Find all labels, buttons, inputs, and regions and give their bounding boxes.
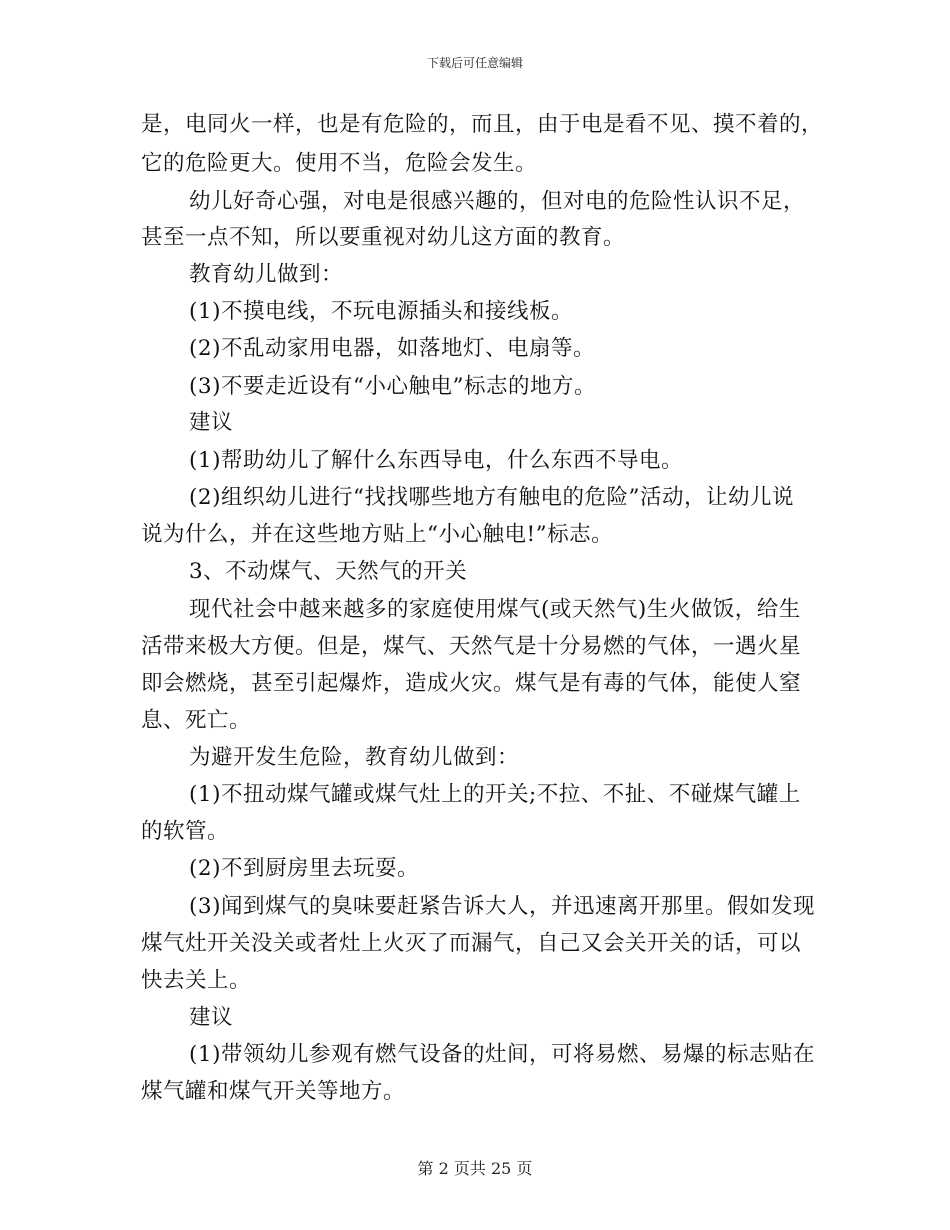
page-footer: 第 2 页共 25 页	[417, 1159, 533, 1178]
list-item: (1)帮助幼儿了解什么东西导电，什么东西不导电。	[189, 448, 683, 473]
body-line: 息、死亡。	[141, 708, 252, 733]
body-line: 快去关上。	[141, 968, 252, 993]
body-line: 煤气罐和煤气开关等地方。	[141, 1079, 406, 1104]
body-line: 为避开发生危险，教育幼儿做到：	[189, 745, 520, 770]
body-line: 煤气灶开关没关或者灶上火灭了而漏气，自己又会关开关的话，可以	[141, 931, 802, 956]
body-line: 即会燃烧，甚至引起爆炸，造成火灾。煤气是有毒的气体，能使人窒	[141, 671, 802, 696]
section-heading: 建议	[189, 410, 234, 435]
list-item: (2)不到厨房里去玩耍。	[189, 856, 419, 881]
body-line: 说为什么，并在这些地方贴上“小心触电!”标志。	[141, 522, 614, 547]
list-item: (1)带领幼儿参观有燃气设备的灶间，可将易燃、易爆的标志贴在	[189, 1042, 815, 1067]
body-line: 教育幼儿做到：	[189, 262, 344, 287]
body-line: 的软管。	[141, 819, 230, 844]
list-item: (2)组织幼儿进行“找找哪些地方有触电的危险”活动，让幼儿说	[189, 485, 794, 510]
body-line: 现代社会中越来越多的家庭使用煤气(或天然气)生火做饭，给生	[189, 597, 801, 622]
body-line: 它的危险更大。使用不当，危险会发生。	[141, 151, 538, 176]
page-header: 下载后可任意编辑	[426, 56, 523, 70]
list-item: (1)不摸电线，不玩电源插头和接线板。	[189, 299, 573, 324]
list-item: (3)不要走近设有“小心触电”标志的地方。	[189, 374, 596, 399]
body-line: 幼儿好奇心强，对电是很感兴趣的，但对电的危险性认识不足，	[189, 189, 806, 214]
list-item: (2)不乱动家用电器，如落地灯、电扇等。	[189, 336, 595, 361]
list-item: (3)闻到煤气的臭味要赶紧告诉大人，并迅速离开那里。假如发现	[189, 894, 815, 919]
section-heading: 3、不动煤气、天然气的开关	[189, 559, 468, 584]
section-heading: 建议	[189, 1005, 234, 1030]
body-line: 是，电同火一样，也是有危险的，而且，由于电是看不见、摸不着的，	[141, 112, 824, 137]
list-item: (1)不扭动煤气罐或煤气灶上的开关;不拉、不扯、不碰煤气罐上	[189, 782, 801, 807]
body-line: 甚至一点不知，所以要重视对幼儿这方面的教育。	[141, 225, 626, 250]
body-line: 活带来极大方便。但是，煤气、天然气是十分易燃的气体，一遇火星	[141, 634, 802, 659]
